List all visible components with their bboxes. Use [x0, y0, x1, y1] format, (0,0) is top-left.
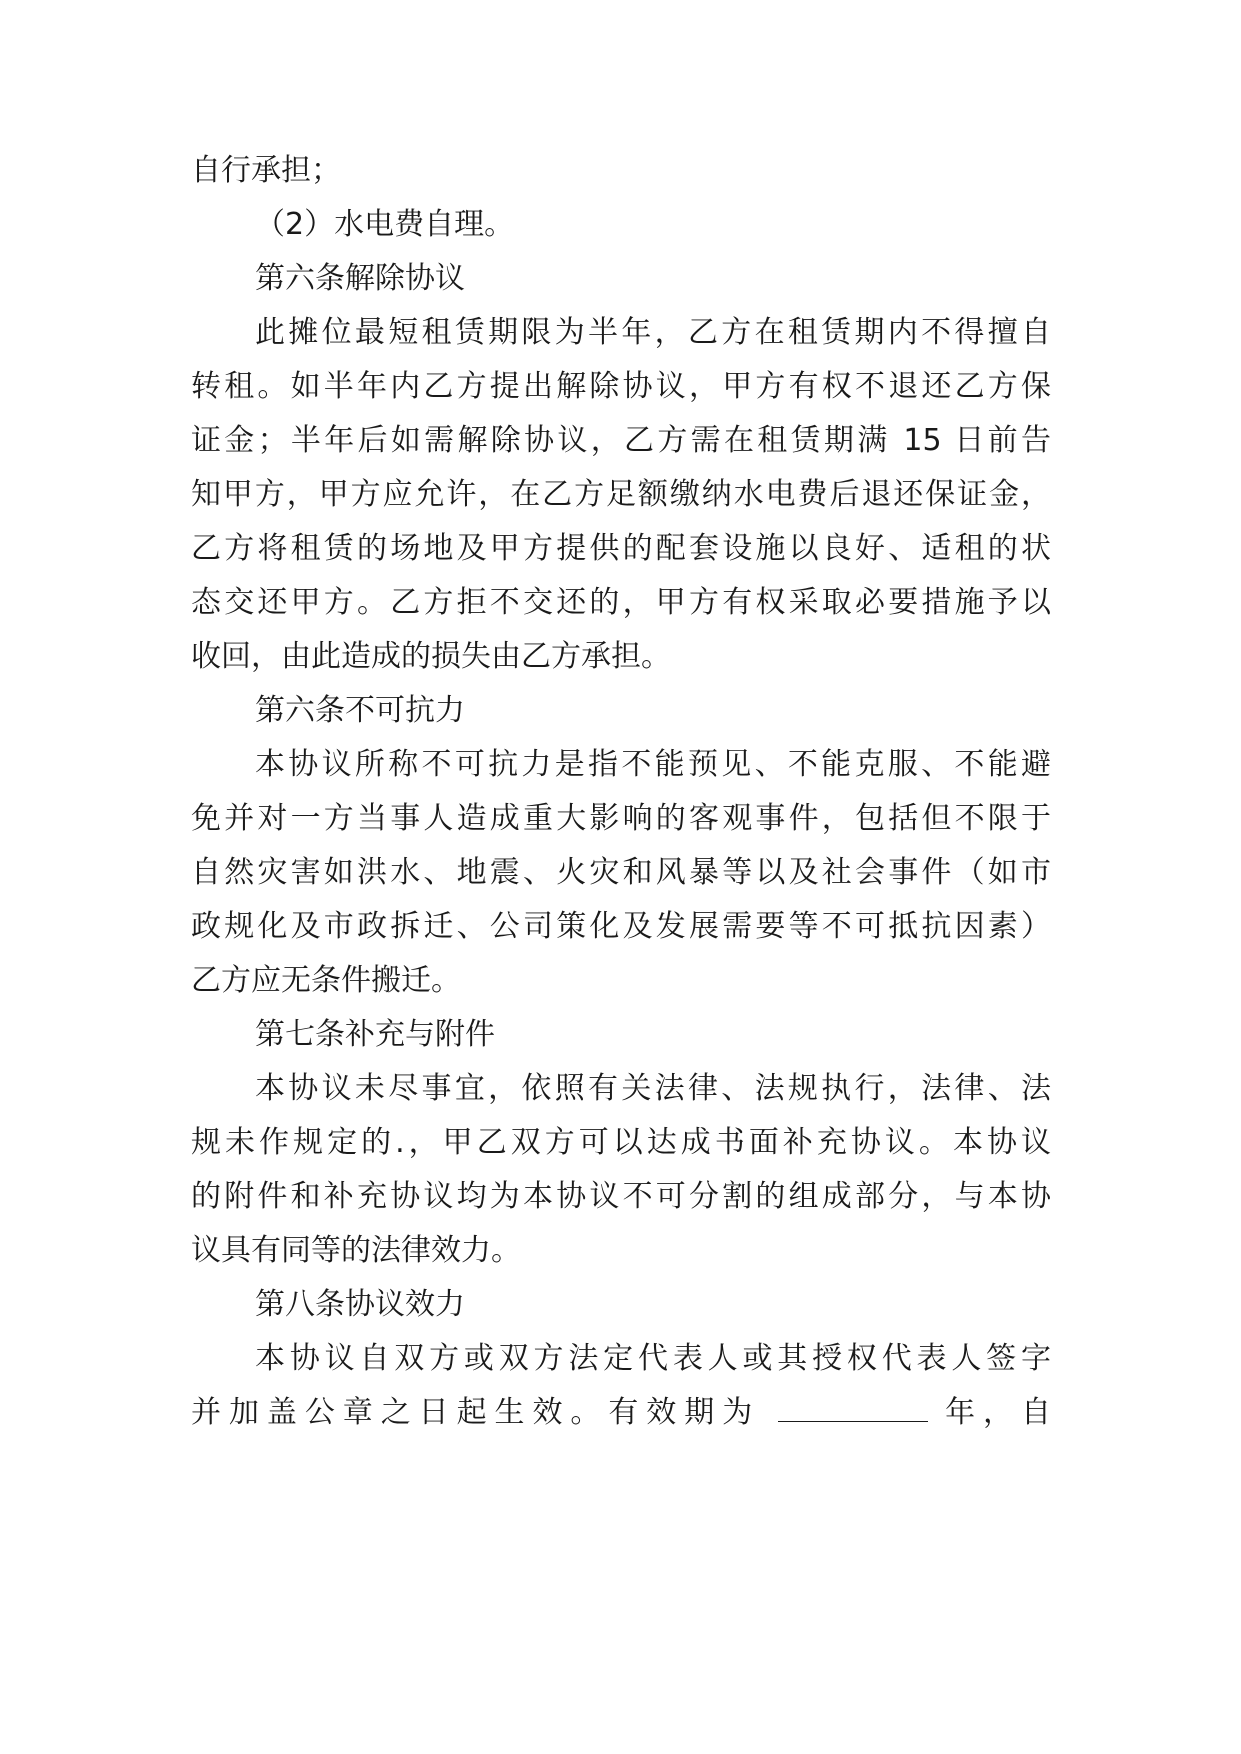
- fill-in-blank[interactable]: [778, 1395, 928, 1422]
- text-line: 免并对一方当事人造成重大影响的客观事件，包括但不限于: [191, 801, 1051, 836]
- text-line: 自行承担；: [191, 153, 341, 188]
- text-after-blank: 年，自: [945, 1395, 1051, 1430]
- text-line: 政规化及市政拆迁、公司策化及发展需要等不可抵抗因素）: [191, 909, 1051, 944]
- text-before-blank: 并加盖公章之日起生效。有效期为: [191, 1395, 761, 1430]
- text-line: （2）水电费自理。: [255, 207, 515, 242]
- text-line: 乙方将租赁的场地及甲方提供的配套设施以良好、适租的状: [191, 531, 1051, 566]
- text-line: 本协议未尽事宜，依照有关法律、法规执行，法律、法: [255, 1071, 1051, 1106]
- text-line: 态交还甲方。乙方拒不交还的，甲方有权采取必要措施予以: [191, 585, 1051, 620]
- text-line: 本协议所称不可抗力是指不能预见、不能克服、不能避: [255, 747, 1051, 782]
- text-line: 规未作规定的.，甲乙双方可以达成书面补充协议。本协议: [191, 1125, 1051, 1160]
- section-heading: 第六条解除协议: [255, 261, 465, 296]
- text-line: 的附件和补充协议均为本协议不可分割的组成部分，与本协: [191, 1179, 1051, 1214]
- section-heading: 第八条协议效力: [255, 1287, 465, 1322]
- text-line: 乙方应无条件搬迁。: [191, 963, 461, 998]
- text-line: 自然灾害如洪水、地震、火灾和风暴等以及社会事件（如市: [191, 855, 1051, 890]
- section-heading: 第六条不可抗力: [255, 693, 465, 728]
- text-line: 本协议自双方或双方法定代表人或其授权代表人签字: [255, 1341, 1051, 1376]
- text-line: 转租。如半年内乙方提出解除协议，甲方有权不退还乙方保: [191, 369, 1051, 404]
- text-line: 知甲方，甲方应允许，在乙方足额缴纳水电费后退还保证金，: [191, 477, 1051, 512]
- text-line: 此摊位最短租赁期限为半年，乙方在租赁期内不得擅自: [255, 315, 1051, 350]
- text-line: 收回，由此造成的损失由乙方承担。: [191, 639, 671, 674]
- text-line: 证金；半年后如需解除协议，乙方需在租赁期满 15 日前告: [191, 423, 1051, 458]
- text-line: 议具有同等的法律效力。: [191, 1233, 521, 1268]
- section-heading: 第七条补充与附件: [255, 1017, 495, 1052]
- text-line-with-blank: [191, 1393, 1051, 1433]
